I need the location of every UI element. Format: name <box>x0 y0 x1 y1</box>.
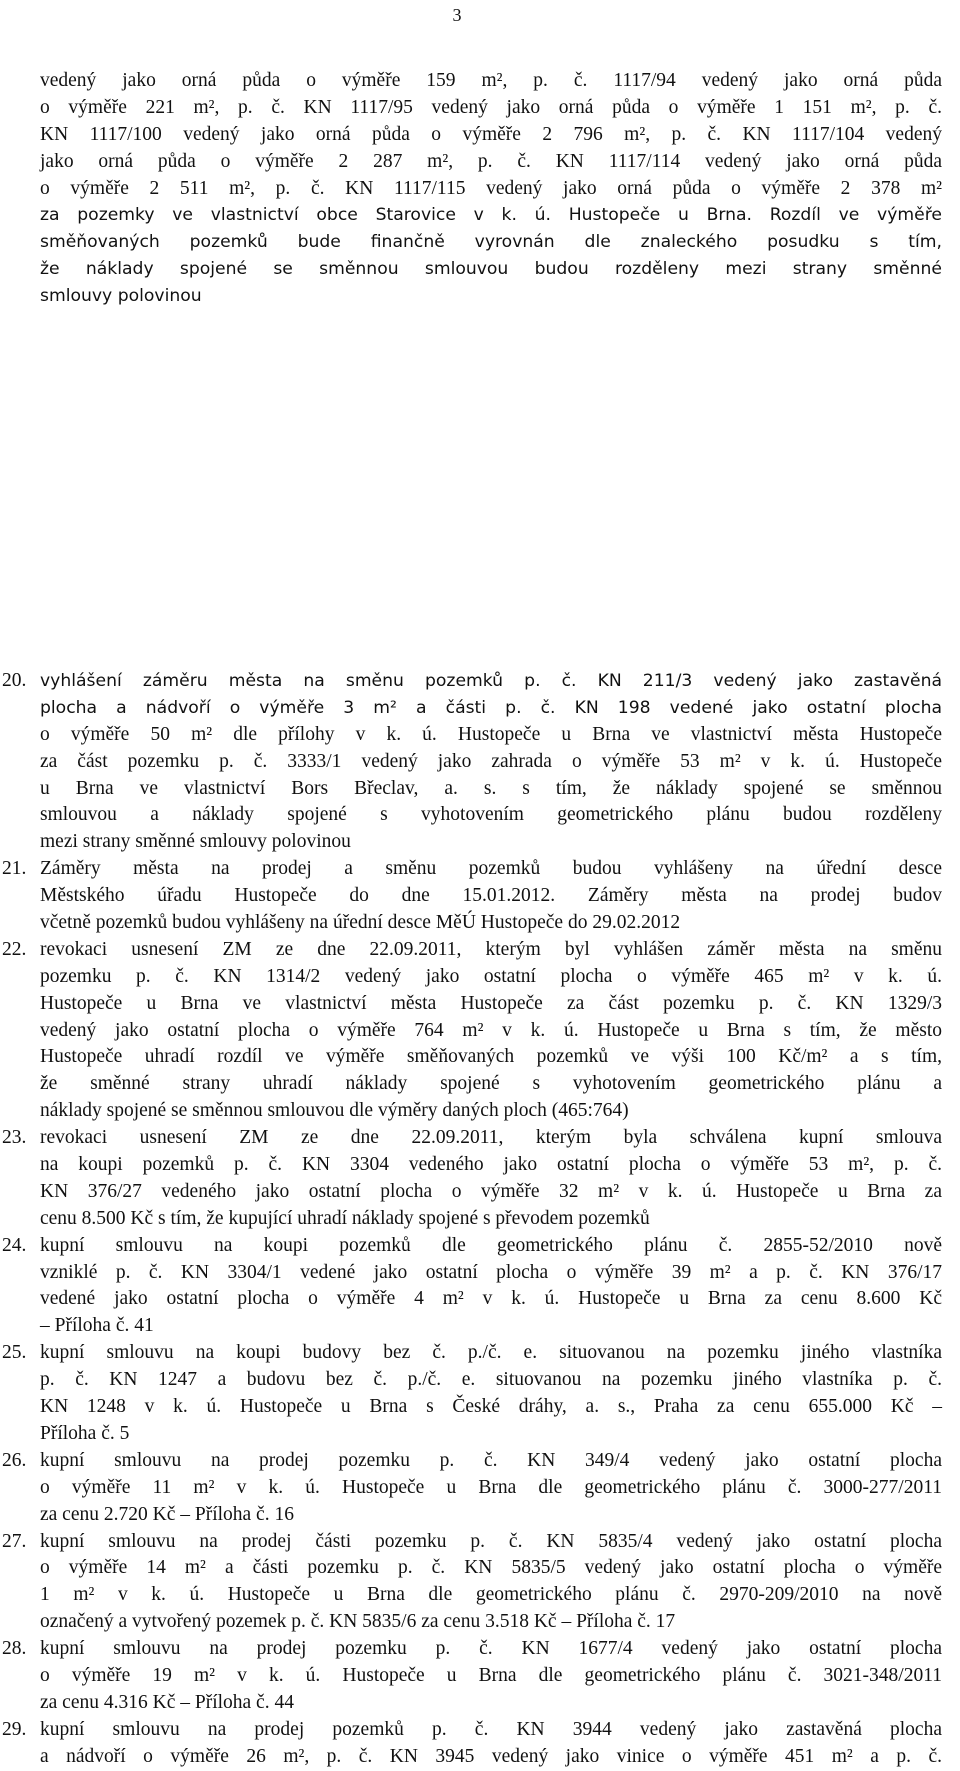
text-line: Hustopeče uhradí rozdíl ve výměře směňovaných pozemků ve výši 100 Kč/m² a s tím, <box>40 1046 942 1068</box>
text-line: o výměře 14 m² a části pozemku p. č. KN 5835/5 vedený jako ostatní plocha o výměře <box>40 1557 942 1579</box>
resolution-list <box>0 668 944 1771</box>
list-item <box>0 1529 944 1637</box>
text-line: o výměře 221 m², p. č. KN 1117/95 vedený jako orná půda o výměře 1 151 m², p. č. <box>40 96 942 118</box>
text-line: na koupi pozemků p. č. KN 3304 vedeného jako ostatní plocha o výměře 53 m², p. č. <box>40 1154 942 1176</box>
text-line: vyhlášení záměru města na směnu pozemků p. č. KN 211/3 vedený jako zastavěná <box>40 671 942 691</box>
text-line: jako orná půda o výměře 2 287 m², p. č. KN 1117/114 vedený jako orná půda <box>40 150 942 172</box>
item-text <box>40 1529 942 1637</box>
text-line: kupní smlouvu na koupi pozemků dle geometrického plánu č. 2855-52/2010 nově <box>40 1234 942 1256</box>
item-number: 22. <box>2 938 27 960</box>
text-line: a nádvoří o výměře 26 m², p. č. KN 3945 vedený jako vinice o výměře 451 m² a p. č. <box>40 1745 942 1767</box>
text-line: o výměře 50 m² dle přílohy v k. ú. Hustopeče u Brna ve vlastnictví města Hustopeče <box>40 723 942 745</box>
text-line: smlouvou a náklady spojené s vyhotovením geometrického plánu budou rozděleny <box>40 804 942 826</box>
item-text <box>40 668 942 856</box>
text-line: směňovaných pozemků bude finančně vyrovnán dle znaleckého posudku s tím, <box>40 232 942 253</box>
list-item <box>0 1717 944 1771</box>
text-line: Záměry města na prodej a směnu pozemků budou vyhlášeny na úřední desce <box>40 858 942 880</box>
text-line: o výměře 2 511 m², p. č. KN 1117/115 vedený jako orná půda o výměře 2 378 m² <box>40 177 942 199</box>
text-line: že náklady spojené se směnnou smlouvou budou rozděleny mezi strany směnné <box>40 259 942 280</box>
text-line: za cenu 2.720 Kč – Příloha č. 16 <box>40 1503 294 1525</box>
item-text <box>40 1233 942 1341</box>
list-item <box>0 1448 944 1529</box>
text-line: KN 1117/100 vedený jako orná půda o výměře 2 796 m², p. č. KN 1117/104 vedený <box>40 123 942 145</box>
text-line: náklady spojené se směnnou smlouvou dle výměry daných ploch (465:764) <box>40 1100 629 1122</box>
item-number: 26. <box>2 1449 27 1471</box>
text-line: pozemku p. č. KN 1314/2 vedený jako ostatní plocha o výměře 465 m² v k. ú. <box>40 965 942 987</box>
item-text <box>40 856 942 937</box>
item-text <box>40 1717 942 1771</box>
text-line: kupní smlouvu na prodej pozemků p. č. KN 3944 vedený jako zastavěná plocha <box>40 1718 942 1740</box>
text-line: za část pozemku p. č. 3333/1 vedený jako zahrada o výměře 53 m² v k. ú. Hustopeče <box>40 750 942 772</box>
text-line: o výměře 11 m² v k. ú. Hustopeče u Brna dle geometrického plánu č. 3000-277/2011 <box>40 1476 942 1498</box>
text-line: smlouvy polovinou <box>40 286 202 307</box>
item-number: 23. <box>2 1127 27 1149</box>
text-line: kupní smlouvu na koupi budovy bez č. p./č. e. situovanou na pozemku jiného vlastníka <box>40 1342 942 1364</box>
item-number: 24. <box>2 1234 27 1256</box>
list-item <box>0 937 944 1125</box>
list-item <box>0 1233 944 1341</box>
page-number: 3 <box>452 5 462 25</box>
text-line: vedený jako orná půda o výměře 159 m², p. č. 1117/94 vedený jako orná půda <box>40 70 942 91</box>
text-line: o výměře 19 m² v k. ú. Hustopeče u Brna dle geometrického plánu č. 3021-348/2011 <box>40 1664 942 1686</box>
text-line: 1 m² v k. ú. Hustopeče u Brna dle geometrického plánu č. 2970-209/2010 na nově <box>40 1584 942 1606</box>
text-line: revokaci usnesení ZM ze dne 22.09.2011, kterým byl vyhlášen záměr města na směnu <box>40 938 942 960</box>
item-text <box>40 1636 942 1717</box>
text-line: Příloha č. 5 <box>40 1422 130 1444</box>
text-line: Městského úřadu Hustopeče do dne 15.01.2012. Záměry města na prodej budov <box>40 885 942 907</box>
item-number: 27. <box>2 1530 27 1552</box>
text-line: za cenu 4.316 Kč – Příloha č. 44 <box>40 1691 294 1713</box>
text-line: Hustopeče u Brna ve vlastnictví města Hustopeče za část pozemku p. č. KN 1329/3 <box>40 992 942 1014</box>
text-line: kupní smlouvu na prodej pozemku p. č. KN 349/4 vedený jako ostatní plocha <box>40 1449 942 1471</box>
list-item <box>0 668 944 856</box>
list-item <box>0 1636 944 1717</box>
text-line: za pozemky ve vlastnictví obce Starovice v k. ú. Hustopeče u Brna. Rozdíl ve výměře <box>40 205 942 226</box>
text-line: kupní smlouvu na prodej pozemku p. č. KN 1677/4 vedený jako ostatní plocha <box>40 1638 942 1660</box>
text-line: p. č. KN 1247 a budovu bez č. p./č. e. situovanou na pozemku jiného vlastníka p. č. <box>40 1369 942 1391</box>
list-item <box>0 856 944 937</box>
item-number: 20. <box>2 670 27 691</box>
item-text <box>40 1448 942 1529</box>
item-number: 29. <box>2 1718 27 1740</box>
text-line: kupní smlouvu na prodej části pozemku p. č. KN 5835/4 vedený jako ostatní plocha <box>40 1530 942 1552</box>
text-line: vedené jako ostatní plocha o výměře 4 m² v k. ú. Hustopeče u Brna za cenu 8.600 Kč <box>40 1288 942 1310</box>
text-line: že směnné strany uhradí náklady spojené s vyhotovením geometrického plánu a <box>40 1073 942 1095</box>
continuation-paragraph <box>40 68 942 310</box>
text-line: u Brna ve vlastnictví Bors Břeclav, a. s. s tím, že náklady spojené se směnnou <box>40 777 942 799</box>
text-line: označený a vytvořený pozemek p. č. KN 5835/6 za cenu 3.518 Kč – Příloha č. 17 <box>40 1611 676 1633</box>
item-text <box>40 1125 942 1233</box>
item-number: 21. <box>2 858 27 880</box>
text-line: – Příloha č. 41 <box>40 1315 154 1337</box>
text-line: revokaci usnesení ZM ze dne 22.09.2011, kterým byla schválena kupní smlouva <box>40 1127 942 1149</box>
item-number: 28. <box>2 1638 27 1660</box>
text-line: KN 1248 v k. ú. Hustopeče u Brna s České dráhy, a. s., Praha za cenu 655.000 Kč – <box>40 1396 942 1418</box>
text-line: vzniklé p. č. KN 3304/1 vedené jako ostatní plocha o výměře 39 m² a p. č. KN 376/17 <box>40 1261 942 1283</box>
item-text <box>40 1340 942 1448</box>
item-text <box>40 937 942 1125</box>
text-line: KN 376/27 vedeného jako ostatní plocha o výměře 32 m² v k. ú. Hustopeče u Brna za <box>40 1180 942 1202</box>
list-item <box>0 1125 944 1233</box>
list-item <box>0 1340 944 1448</box>
text-line: plocha a nádvoří o výměře 3 m² a části p. č. KN 198 vedené jako ostatní plocha <box>40 697 942 718</box>
text-line: vedený jako ostatní plocha o výměře 764 m² v k. ú. Hustopeče u Brna s tím, že město <box>40 1019 942 1041</box>
text-line: mezi strany směnné smlouvy polovinou <box>40 831 351 853</box>
text-line: včetně pozemků budou vyhlášeny na úřední desce MěÚ Hustopeče do 29.02.2012 <box>40 912 681 934</box>
text-line: cenu 8.500 Kč s tím, že kupující uhradí náklady spojené s převodem pozemků <box>40 1207 650 1229</box>
item-number: 25. <box>2 1342 27 1364</box>
